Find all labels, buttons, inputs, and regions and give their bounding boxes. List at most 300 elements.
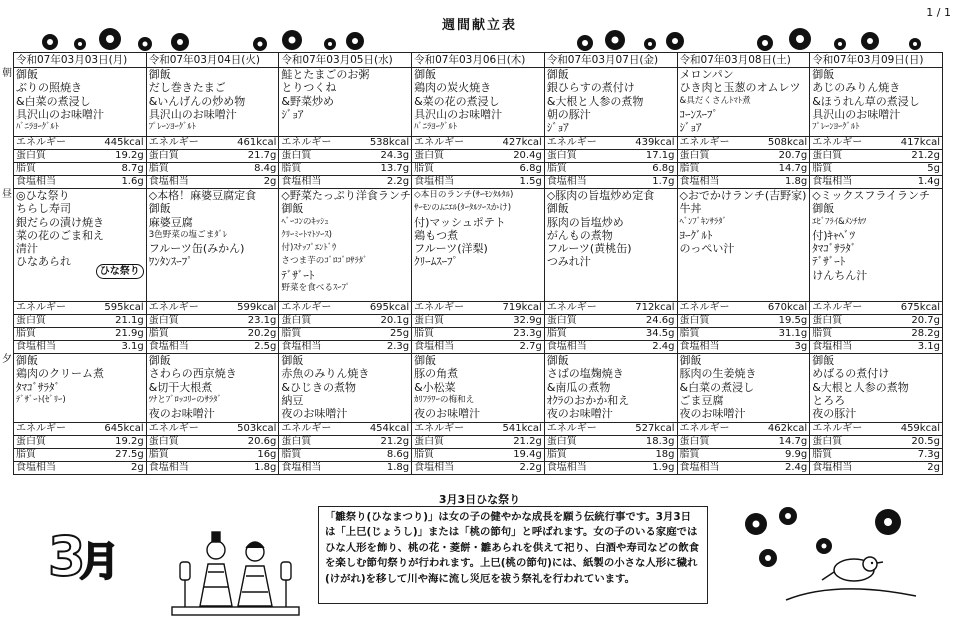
nutrition-pair (149, 423, 277, 435)
dish-item: 夜のお味噌汁 (546, 407, 613, 421)
meal-label: 朝 (2, 68, 12, 79)
nutrition-pair (812, 462, 940, 474)
lunch-cell (810, 189, 943, 302)
nutrition-cell (14, 137, 147, 150)
dish-item: ◇豚肉の旨塩炒め定食 (546, 189, 655, 202)
nutrition-cell (146, 302, 279, 315)
dish-item: つみれ汁 (546, 255, 591, 269)
nutrition-cell (810, 302, 943, 315)
nutrition-cell (279, 150, 412, 163)
nutrition-value: 712kcal (635, 302, 675, 313)
nutrition-value: 7.3g (917, 449, 940, 460)
nutrition-pair (680, 449, 808, 461)
nutrition-value: 645kcal (104, 423, 144, 434)
breakfast-cell (544, 68, 677, 137)
nutrition-pair (547, 462, 675, 474)
dish-item: ﾍﾞﾝﾌﾞｷﾝｻﾗﾀﾞ (679, 216, 727, 227)
nutrition-value: 1.8g (386, 462, 410, 473)
nutrition-label: 蛋白質 (414, 436, 445, 447)
nutrition-value: 675kcal (900, 302, 940, 313)
date-header: 令和07年03月06日(木) (412, 53, 545, 68)
dish-item: 御飯 (679, 354, 702, 367)
nutrition-pair (16, 462, 144, 474)
nutrition-cell (544, 315, 677, 328)
dish-item: さばの塩麹焼き (546, 367, 624, 381)
nutrition-cell (810, 423, 943, 436)
nutrition-cell (146, 137, 279, 150)
dinner-cell (412, 354, 545, 423)
nutrition-pair (680, 328, 808, 340)
dish-item: ごま豆腐 (679, 393, 724, 407)
nutrition-label: エネルギー (281, 423, 332, 434)
nutrition-cell (279, 436, 412, 449)
dish-item: ﾖｰｸﾞﾙﾄ (679, 228, 713, 242)
breakfast-cell (146, 68, 279, 137)
nutrition-value: 1.8g (784, 176, 808, 187)
nutrition-value: 20.2g (247, 328, 277, 339)
nutrition-cell (412, 302, 545, 315)
dinner-row (14, 354, 943, 423)
nutrition-pair (547, 436, 675, 448)
hinamatsuri-description: 「雛祭り(ひなまつり)」は女の子の健やかな成長を願う伝統行事です。3月3日は「上巳(じょうし)」または「桃の節句」と呼ばれます。女の子のいる家庭ではひな人形を飾り、桃の花・菱餅・雛あられを供えて祀り、白酒や寿司などの飲食を楽しむ節句祭りが行われます。上巳(桃の節句)には、紙製の小さな人形に穢れ(けがれ)を移して川や海に流し災厄を祓う祭礼を行われています。 (318, 506, 708, 604)
nutrition-pair (16, 302, 144, 314)
nutrition-pair (812, 150, 940, 162)
dish-item: メロンパン (679, 68, 734, 81)
dish-item: 鶏肉のクリーム煮 (16, 367, 104, 381)
nutrition-value: 19.2g (115, 436, 144, 447)
nutrition-cell (544, 163, 677, 176)
dish-item: 夜のお味噌汁 (148, 407, 215, 421)
nutrition-cell (544, 341, 677, 354)
nutrition-label: 脂質 (679, 328, 700, 339)
nutrition-value: 14.7g (778, 163, 808, 174)
nutrition-value: 459kcal (900, 423, 940, 434)
nutrition-pair (16, 328, 144, 340)
nutrition-cell (677, 302, 810, 315)
nutrition-value: 20.7g (911, 315, 940, 326)
nutrition-value: 24.6g (645, 315, 675, 326)
dish-item: 朝の豚汁 (546, 107, 591, 121)
nutrition-value: 508kcal (767, 137, 808, 148)
nutrition-label: 脂質 (414, 328, 435, 339)
nutrition-label: エネルギー (148, 137, 199, 148)
nutrition-label: 脂質 (812, 328, 833, 339)
dish-item: ﾀﾏｺﾞｻﾗﾀﾞ (16, 380, 60, 394)
nutrition-pair (16, 163, 144, 175)
dish-item: 鶏肉の炭火焼き (414, 81, 492, 95)
nutrition-label: 食塩相当 (812, 462, 853, 473)
date-header: 令和07年03月08日(土) (677, 53, 810, 68)
nutrition-value: 18g (655, 449, 675, 460)
nutrition-cell (412, 315, 545, 328)
nutrition-value: 2.4g (784, 462, 808, 473)
nutrition-pair (16, 423, 144, 435)
nutrition-cell (146, 341, 279, 354)
nutrition-label: エネルギー (546, 423, 597, 434)
nutrition-value: 13.7g (380, 163, 410, 174)
nutrition-cell (14, 315, 147, 328)
nutrition-pair (414, 328, 542, 340)
nutrition-value: 1.9g (652, 462, 675, 473)
nutrition-label: エネルギー (16, 302, 66, 313)
dish-item: ◇本格！麻婆豆腐定食 (148, 189, 257, 202)
nutrition-pair (149, 150, 277, 162)
nutrition-value: 454kcal (369, 423, 410, 434)
dish-item: 夜の豚汁 (812, 407, 857, 421)
nutrition-value: 23.1g (247, 315, 277, 326)
dish-item: ﾃﾞｻﾞｰﾄ(ｾﾞﾘｰ) (16, 394, 66, 405)
nutrition-value: 20.6g (247, 436, 277, 447)
dish-item: 御飯 (148, 202, 171, 216)
nutrition-pair (547, 315, 675, 327)
dish-item: ﾃﾞｻﾞｰﾄ (281, 268, 315, 282)
hina-dolls-illustration (168, 512, 303, 618)
dish-item: 3色野菜の塩ごまﾀﾞﾚ (148, 229, 228, 240)
dish-item: けんちん汁 (812, 268, 868, 282)
nutrition-label: 食塩相当 (281, 462, 322, 473)
nutrition-cell (677, 436, 810, 449)
dish-item: 御飯 (414, 68, 437, 81)
dish-item: ｼﾞｮｱ (546, 121, 569, 135)
nutrition-label: エネルギー (812, 137, 863, 148)
dish-item: ﾌﾟﾚｰﾝﾖｰｸﾞﾙﾄ (812, 122, 860, 133)
nutrition-cell (412, 137, 545, 150)
dish-item: 清汁 (16, 242, 38, 256)
nutrition-cell (677, 163, 810, 176)
nutrition-pair (414, 341, 542, 353)
plum-branch-bird-illustration (726, 500, 926, 612)
nutrition-value: 1.5g (519, 176, 542, 187)
nutrition-cell (677, 462, 810, 475)
dish-item: 御飯 (281, 354, 304, 367)
breakfast-cell (279, 68, 412, 137)
nutrition-pair (812, 328, 940, 340)
dish-item: 具沢山のお味噌汁 (414, 107, 503, 121)
dish-item: 夜のお味噌汁 (281, 407, 348, 421)
nutrition-value: 1.6g (121, 176, 144, 187)
nutrition-label: 食塩相当 (546, 176, 587, 187)
dish-item: あじのみりん焼き (812, 81, 901, 95)
dish-item: フルーツ(黄桃缶) (546, 242, 632, 256)
nutrition-cell (146, 315, 279, 328)
dish-item: 御飯 (812, 202, 835, 216)
dish-item: 御飯 (16, 68, 38, 81)
dish-item: 納豆 (281, 393, 304, 407)
nutrition-pair (547, 341, 675, 353)
nutrition-value: 599kcal (237, 302, 277, 313)
lunch-cell (677, 189, 810, 302)
nutrition-value: 1.8g (254, 462, 277, 473)
breakfast-cell (810, 68, 943, 137)
nutrition-cell (412, 176, 545, 189)
nutrition-pair (680, 150, 808, 162)
dish-item: 鶏もつ煮 (414, 228, 459, 242)
dish-item: 御飯 (281, 202, 304, 216)
dish-item: フルーツ缶(みかん) (148, 242, 245, 256)
nutrition-cell (810, 176, 943, 189)
nutrition-cell (14, 341, 147, 354)
dish-item: 付)マッシュポテト (414, 215, 506, 229)
nutrition-pair (414, 423, 542, 435)
nutrition-label: 蛋白質 (148, 436, 179, 447)
nutrition-pair (281, 315, 409, 327)
nutrition-value: 461kcal (237, 137, 277, 148)
dish-item: 牛丼 (679, 202, 702, 216)
nutrition-value: 20.1g (380, 315, 410, 326)
lunch-cell (279, 189, 412, 302)
nutrition-cell (810, 449, 943, 462)
nutrition-label: エネルギー (281, 137, 332, 148)
date-header: 令和07年03月07日(金) (544, 53, 677, 68)
lunch-cell (2, 189, 147, 302)
nutrition-pair (680, 176, 808, 188)
month-number: 3 (48, 525, 80, 588)
dish-item: 付)ｷｬﾍﾞﾂ (812, 228, 856, 242)
nutrition-cell (412, 436, 545, 449)
nutrition-label: 蛋白質 (679, 150, 710, 161)
nutrition-cell (677, 150, 810, 163)
nutrition-label: 脂質 (16, 328, 36, 339)
nutrition-pair (281, 436, 409, 448)
nutrition-label: エネルギー (16, 137, 66, 148)
dish-item: ｻｰﾓﾝのﾑﾆｴﾙ(ﾀｰﾀﾙｿｰｽかけ) (414, 203, 512, 214)
nutrition-value: 2.2g (386, 176, 410, 187)
nutrition-label: 食塩相当 (414, 176, 455, 187)
nutrition-pair (149, 315, 277, 327)
nutrition-label: 食塩相当 (16, 462, 56, 473)
nutrition-pair (281, 423, 409, 435)
nutrition-cell (14, 462, 147, 475)
breakfast-nutrition-row (14, 150, 943, 163)
dish-item: &ひじきの煮物 (281, 380, 356, 394)
nutrition-cell (14, 423, 147, 436)
nutrition-label: 脂質 (148, 328, 169, 339)
page-title: 週間献立表 (441, 18, 517, 33)
nutrition-pair (414, 163, 542, 175)
nutrition-pair (414, 137, 542, 149)
nutrition-label: エネルギー (679, 137, 730, 148)
nutrition-value: 503kcal (237, 423, 277, 434)
nutrition-value: 18.3g (645, 436, 675, 447)
dinner-nutrition-row (14, 449, 943, 462)
nutrition-pair (16, 137, 144, 149)
dish-item: ﾊﾞﾆﾗﾖｰｸﾞﾙﾄ (16, 122, 59, 133)
nutrition-label: 蛋白質 (812, 315, 843, 326)
nutrition-cell (146, 163, 279, 176)
nutrition-value: 719kcal (502, 302, 542, 313)
nutrition-pair (149, 137, 277, 149)
nutrition-pair (149, 328, 277, 340)
dish-item: ﾊﾞﾆﾗﾖｰｸﾞﾙﾄ (414, 122, 458, 133)
nutrition-pair (149, 163, 277, 175)
nutrition-value: 2.4g (652, 341, 675, 352)
dish-item: ちらし寿司 (16, 202, 71, 216)
dish-item: 具沢山のお味噌汁 (16, 107, 104, 121)
nutrition-label: 脂質 (148, 163, 169, 174)
nutrition-label: 脂質 (812, 163, 833, 174)
dish-item: 麻婆豆腐 (148, 215, 193, 229)
dish-item: ぶりの照焼き (16, 81, 82, 95)
nutrition-pair (547, 176, 675, 188)
lunch-cell (544, 189, 677, 302)
nutrition-label: エネルギー (812, 302, 863, 313)
nutrition-pair (812, 163, 940, 175)
nutrition-label: 蛋白質 (546, 150, 577, 161)
dish-item: &白菜の煮浸し (679, 380, 755, 394)
lunch-cell (146, 189, 279, 302)
nutrition-pair (547, 449, 675, 461)
nutrition-label: 脂質 (281, 163, 302, 174)
nutrition-value: 2.3g (386, 341, 410, 352)
dish-item: 野菜を食べるｽｰﾌﾟ (281, 283, 351, 294)
nutrition-cell (677, 328, 810, 341)
nutrition-label: 蛋白質 (414, 315, 445, 326)
nutrition-cell (677, 449, 810, 462)
nutrition-cell (544, 302, 677, 315)
nutrition-cell (279, 328, 412, 341)
dish-item: がんもの煮物 (546, 228, 613, 242)
nutrition-pair (149, 436, 277, 448)
nutrition-cell (412, 341, 545, 354)
nutrition-label: エネルギー (281, 302, 332, 313)
nutrition-label: 蛋白質 (812, 436, 843, 447)
nutrition-value: 32.9g (513, 315, 542, 326)
nutrition-cell (544, 137, 677, 150)
dish-item: 銀ひらすの煮付け (546, 81, 635, 95)
nutrition-label: 食塩相当 (546, 341, 587, 352)
hina-badge: ひな祭り (96, 264, 144, 279)
nutrition-value: 24.3g (380, 150, 410, 161)
nutrition-pair (414, 315, 542, 327)
nutrition-value: 20.7g (778, 150, 808, 161)
nutrition-label: エネルギー (546, 137, 597, 148)
page-number: 1 / 1 (926, 6, 951, 19)
nutrition-label: 蛋白質 (281, 150, 312, 161)
nutrition-pair (812, 137, 940, 149)
nutrition-value: 21.7g (247, 150, 277, 161)
nutrition-value: 6.8g (652, 163, 675, 174)
nutrition-label: 脂質 (679, 163, 700, 174)
nutrition-pair (414, 302, 542, 314)
nutrition-value: 8.4g (254, 163, 277, 174)
dinner-cell (810, 354, 943, 423)
dish-item: 菜の花のごま和え (16, 228, 104, 242)
nutrition-cell (544, 176, 677, 189)
nutrition-label: 脂質 (546, 163, 567, 174)
nutrition-cell (677, 423, 810, 436)
dinner-cell (677, 354, 810, 423)
nutrition-value: 28.2g (911, 328, 940, 339)
nutrition-value: 5g (927, 163, 940, 174)
dinner-cell (544, 354, 677, 423)
dish-item: 豚肉の生姜焼き (679, 367, 757, 381)
nutrition-pair (149, 302, 277, 314)
nutrition-value: 34.5g (645, 328, 675, 339)
dinner-nutrition-row (14, 462, 943, 475)
nutrition-cell (544, 449, 677, 462)
nutrition-pair (680, 341, 808, 353)
nutrition-cell (677, 341, 810, 354)
dish-item: ◇野菜たっぷり洋食ランチ (281, 189, 411, 202)
nutrition-pair (281, 302, 409, 314)
nutrition-pair (547, 423, 675, 435)
nutrition-cell (146, 462, 279, 475)
nutrition-label: 食塩相当 (679, 176, 720, 187)
nutrition-pair (149, 462, 277, 474)
nutrition-value: 1.7g (652, 176, 675, 187)
nutrition-value: 19.4g (513, 449, 542, 460)
nutrition-pair (16, 176, 144, 188)
nutrition-cell (544, 462, 677, 475)
nutrition-cell (810, 436, 943, 449)
nutrition-value: 427kcal (502, 137, 542, 148)
nutrition-value: 17.1g (645, 150, 675, 161)
breakfast-nutrition-row (14, 137, 943, 150)
nutrition-label: エネルギー (546, 302, 597, 313)
nutrition-cell (544, 436, 677, 449)
nutrition-pair (812, 302, 940, 314)
dish-item: 具沢山のお味噌汁 (812, 107, 901, 121)
nutrition-cell (146, 449, 279, 462)
dish-item: ｼﾞｮｱ (281, 107, 304, 121)
nutrition-cell (810, 137, 943, 150)
nutrition-label: 蛋白質 (148, 315, 179, 326)
breakfast-row (14, 68, 943, 137)
nutrition-label: 蛋白質 (679, 436, 710, 447)
lunch-nutrition-row (14, 315, 943, 328)
nutrition-pair (281, 449, 409, 461)
nutrition-label: 蛋白質 (16, 315, 46, 326)
nutrition-value: 19.2g (115, 150, 144, 161)
date-header: 令和07年03月09日(日) (810, 53, 943, 68)
nutrition-value: 3g (794, 341, 808, 352)
nutrition-value: 541kcal (502, 423, 542, 434)
dish-item: ﾀﾏｺﾞｻﾗﾀﾞ (812, 242, 857, 256)
dish-item: 御飯 (812, 354, 835, 367)
nutrition-value: 2.5g (254, 341, 277, 352)
nutrition-cell (279, 315, 412, 328)
dish-item: 付)ｽﾅｯﾌﾟｴﾝﾄﾞｳ (281, 243, 337, 254)
nutrition-label: 脂質 (148, 449, 169, 460)
dish-item: &切干大根煮 (148, 380, 213, 394)
nutrition-value: 1.4g (917, 176, 940, 187)
nutrition-pair (149, 341, 277, 353)
nutrition-pair (149, 449, 277, 461)
nutrition-label: エネルギー (679, 423, 730, 434)
nutrition-pair (16, 150, 144, 162)
nutrition-label: 脂質 (679, 449, 700, 460)
nutrition-value: 8.7g (121, 163, 144, 174)
lunch-nutrition-row (14, 302, 943, 315)
dish-item: ｴﾋﾞﾌﾗｲ&ﾒﾝﾁｶﾂ (812, 216, 867, 227)
nutrition-cell (14, 436, 147, 449)
month-suffix: 月 (79, 539, 114, 585)
dish-item: ﾂﾅとﾌﾞﾛｯｺﾘｰのｻﾗﾀﾞ (148, 394, 222, 405)
nutrition-value: 2.2g (519, 462, 542, 473)
nutrition-value: 595kcal (104, 302, 144, 313)
nutrition-label: 蛋白質 (679, 315, 710, 326)
nutrition-value: 27.5g (115, 449, 144, 460)
nutrition-value: 21.2g (380, 436, 410, 447)
lunch-row (14, 189, 943, 302)
nutrition-value: 2g (130, 462, 144, 473)
nutrition-value: 445kcal (104, 137, 144, 148)
dish-item: 御飯 (546, 68, 569, 81)
dish-item: ｸﾘｰﾐｰﾄﾏﾄｿｰｽ) (281, 229, 333, 240)
nutrition-label: 蛋白質 (16, 150, 46, 161)
nutrition-cell (810, 341, 943, 354)
breakfast-nutrition-row (14, 176, 943, 189)
